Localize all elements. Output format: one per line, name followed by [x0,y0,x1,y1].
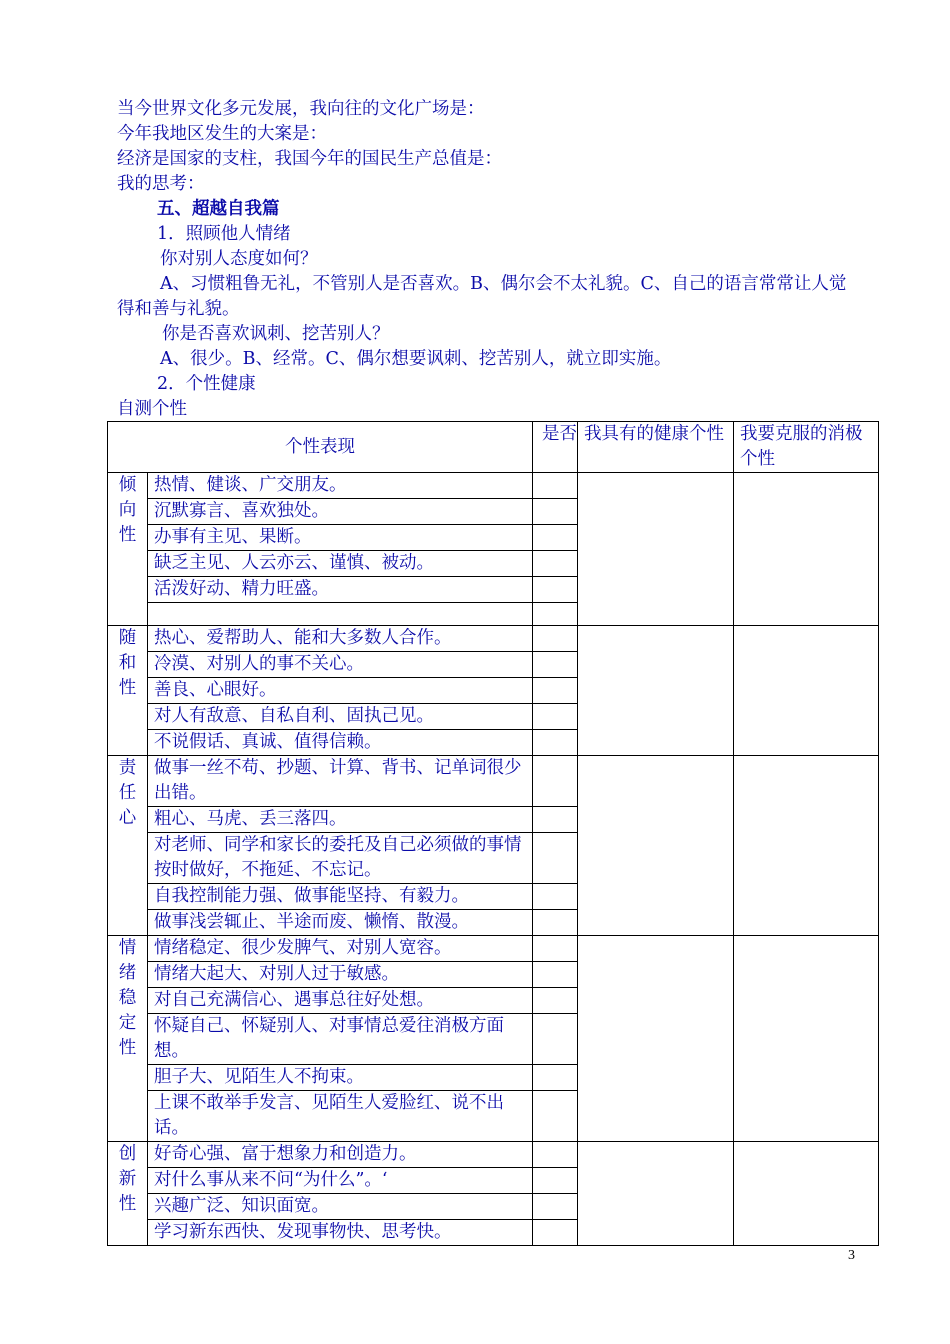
yes-no-cell[interactable] [533,678,578,704]
table-row: 不说假话、真诚、值得信赖。 [148,730,533,756]
yes-no-cell[interactable] [533,833,578,884]
overcome-cell[interactable] [734,1142,879,1246]
table-row: 学习新东西快、发现事物快、思考快。 [148,1220,533,1246]
yes-no-cell[interactable] [533,936,578,962]
table-row: 自我控制能力强、做事能坚持、有毅力。 [148,884,533,910]
yes-no-cell[interactable] [533,910,578,936]
table-row: 兴趣广泛、知识面宽。 [148,1194,533,1220]
intro-line-4: 我的思考： [117,174,205,194]
table-row: 缺乏主见、人云亦云、谨慎、被动。 [148,551,533,577]
overcome-cell[interactable] [734,473,879,626]
trait-label: 创新性 [108,1142,148,1246]
table-row [148,603,533,626]
table-row: 好奇心强、富于想象力和创造力。 [148,1142,533,1168]
yes-no-cell[interactable] [533,807,578,833]
question-1-options: A、习惯粗鲁无礼，不管别人是否喜欢。B、偶尔会不太礼貌。C、自己的语言常常让人觉 [160,274,847,294]
healthy-cell[interactable] [578,1142,734,1246]
yes-no-cell[interactable] [533,884,578,910]
yes-no-cell[interactable] [533,1168,578,1194]
yes-no-cell[interactable] [533,603,578,626]
trait-label: 责任心 [108,756,148,936]
header-healthy: 我具有的健康个性 [578,422,734,473]
table-row: 活泼好动、精力旺盛。 [148,577,533,603]
table-row: 善良、心眼好。 [148,678,533,704]
healthy-cell[interactable] [578,756,734,936]
table-caption: 自测个性 [117,399,187,419]
table-row: 做事一丝不苟、抄题、计算、背书、记单词很少出错。 [148,756,533,807]
intro-line-1: 当今世界文化多元发展，我向往的文化广场是： [117,99,485,119]
table-row: 做事浅尝辄止、半途而废、懒惰、散漫。 [148,910,533,936]
table-row: 上课不敢举手发言、见陌生人爱脸红、说不出话。 [148,1091,533,1142]
yes-no-cell[interactable] [533,1091,578,1142]
yes-no-cell[interactable] [533,473,578,499]
trait-label: 随和性 [108,626,148,756]
healthy-cell[interactable] [578,626,734,756]
healthy-cell[interactable] [578,936,734,1142]
intro-line-3: 经济是国家的支柱，我国今年的国民生产总值是： [117,149,502,169]
intro-line-2: 今年我地区发生的大案是： [117,124,327,144]
header-performance: 个性表现 [108,422,533,473]
yes-no-cell[interactable] [533,1014,578,1065]
yes-no-cell[interactable] [533,1220,578,1246]
table-row: 情绪大起大、对别人过于敏感。 [148,962,533,988]
yes-no-cell[interactable] [533,1142,578,1168]
table-row: 胆子大、见陌生人不拘束。 [148,1065,533,1091]
yes-no-cell[interactable] [533,525,578,551]
question-2-options: A、很少。B、经常。C、偶尔想要讽刺、挖苦别人，就立即实施。 [160,349,672,369]
yes-no-cell[interactable] [533,730,578,756]
overcome-cell[interactable] [734,936,879,1142]
table-row: 对老师、同学和家长的委托及自己必须做的事情按时做好，不拖延、不忘记。 [148,833,533,884]
yes-no-cell[interactable] [533,962,578,988]
yes-no-cell[interactable] [533,499,578,525]
table-row: 粗心、马虎、丢三落四。 [148,807,533,833]
overcome-cell[interactable] [734,756,879,936]
header-yes-no: 是否 [533,422,578,473]
personality-table [107,421,879,1246]
table-row: 冷漠、对别人的事不关心。 [148,652,533,678]
yes-no-cell[interactable] [533,652,578,678]
yes-no-cell[interactable] [533,988,578,1014]
yes-no-cell[interactable] [533,551,578,577]
question-2: 你是否喜欢讽刺、挖苦别人？ [162,324,390,344]
table-row: 怀疑自己、怀疑别人、对事情总爱往消极方面想。 [148,1014,533,1065]
subsection-2: 2．个性健康 [157,374,256,394]
trait-label: 倾向性 [108,473,148,626]
table-row: 办事有主见、果断。 [148,525,533,551]
yes-no-cell[interactable] [533,1065,578,1091]
yes-no-cell[interactable] [533,577,578,603]
question-1-options-cont: 得和善与礼貌。 [117,299,240,319]
subsection-1: 1．照顾他人情绪 [157,224,291,244]
table-row: 情绪稳定、很少发脾气、对别人宽容。 [148,936,533,962]
section-title: 五、超越自我篇 [157,199,280,219]
yes-no-cell[interactable] [533,1194,578,1220]
yes-no-cell[interactable] [533,704,578,730]
question-1: 你对别人态度如何？ [160,249,318,269]
table-row: 沉默寡言、喜欢独处。 [148,499,533,525]
table-row: 热心、爱帮助人、能和大多数人合作。 [148,626,533,652]
table-row: 对自己充满信心、遇事总往好处想。 [148,988,533,1014]
overcome-cell[interactable] [734,626,879,756]
healthy-cell[interactable] [578,473,734,626]
yes-no-cell[interactable] [533,626,578,652]
page-number: 3 [848,1248,855,1263]
table-row: 对人有敌意、自私自利、固执己见。 [148,704,533,730]
trait-label: 情绪稳定性 [108,936,148,1142]
header-overcome: 我要克服的消极个性 [734,422,879,473]
table-row: 热情、健谈、广交朋友。 [148,473,533,499]
table-row: 对什么事从来不问“为什么”。‘ [148,1168,533,1194]
yes-no-cell[interactable] [533,756,578,807]
